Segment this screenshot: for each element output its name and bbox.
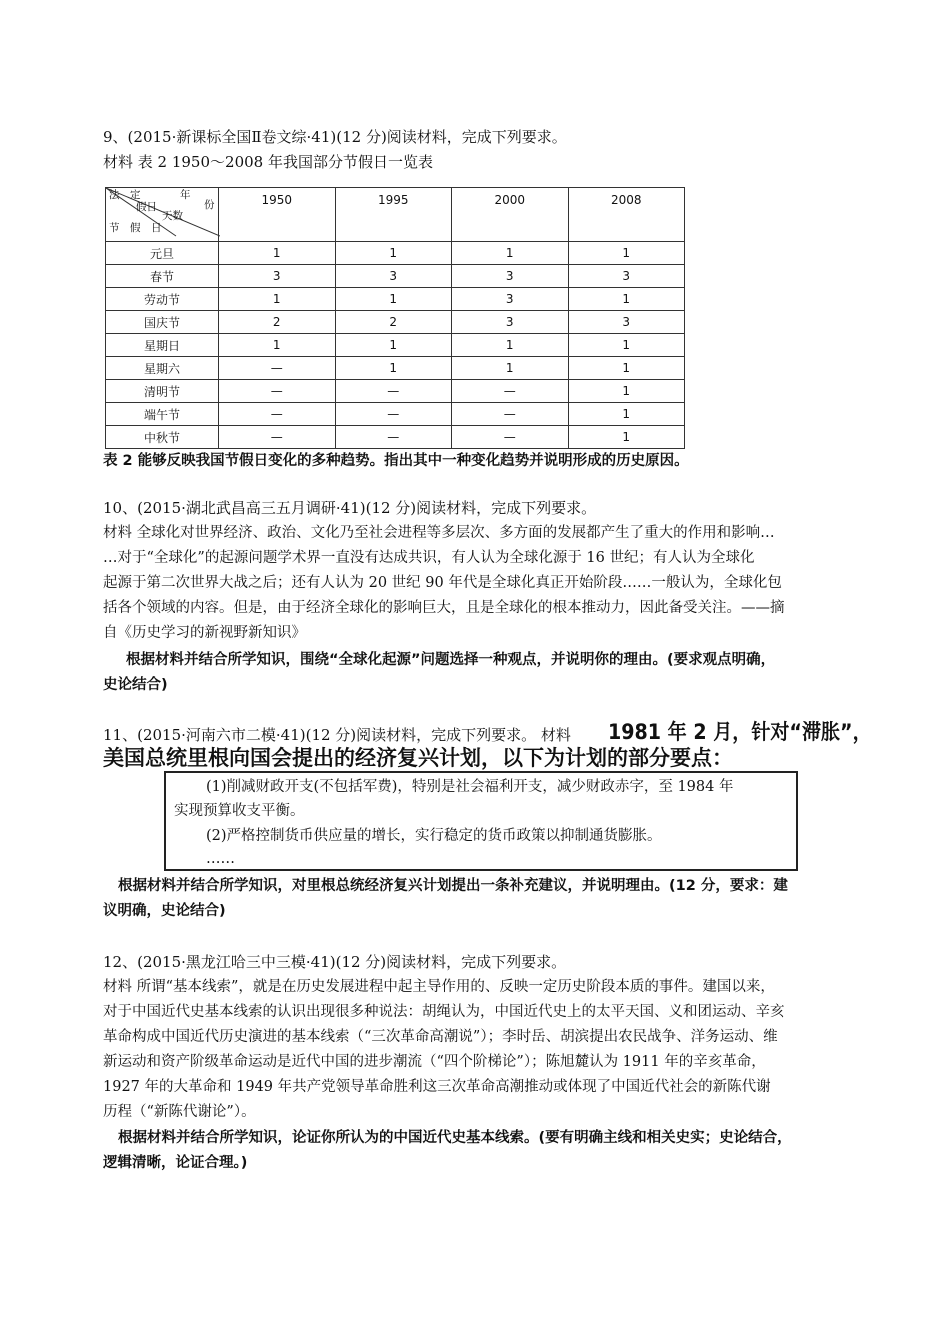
table-cell: — — [219, 357, 336, 380]
table-cell: 1 — [219, 242, 336, 265]
table-cell: 1 — [568, 242, 685, 265]
q12-requirement: 根据材料并结合所学知识，论证你所认为的中国近代史基本线索。(要有明确主线和相关史实；史论结合， — [118, 1130, 792, 1146]
table-header-row — [106, 188, 685, 242]
holiday-name: 春节 — [106, 265, 219, 288]
table-row — [106, 311, 685, 334]
q12-requirement: 逻辑清晰，论证合理。) — [103, 1155, 248, 1171]
q11-header: 11、(2015·河南六市二模·41)(12 分)阅读材料，完成下列要求。 材料 — [103, 726, 571, 744]
holiday-name: 中秋节 — [106, 426, 219, 449]
q10-material-line: …对于“全球化”的起源问题学术界一直没有达成共识，有人认为全球化源于 16 世纪；有人认为全球化 — [103, 550, 755, 566]
q12-material-line: 1927 年的大革命和 1949 年共产党领导革命胜利这三次革命高潮推动或体现了中国近代社会的新陈代谢 — [103, 1079, 771, 1095]
table-cell: 1 — [335, 288, 452, 311]
table-row — [106, 380, 685, 403]
table-cell: 3 — [568, 265, 685, 288]
holiday-name: 端午节 — [106, 403, 219, 426]
table-row — [106, 403, 685, 426]
table-cell: 1 — [219, 288, 336, 311]
table-cell: — — [335, 403, 452, 426]
table-row — [106, 426, 685, 449]
year-header: 2008 — [568, 188, 685, 242]
table-row — [106, 242, 685, 265]
holiday-name: 星期日 — [106, 334, 219, 357]
corner-label: 份 — [204, 199, 215, 211]
year-header: 1950 — [219, 188, 336, 242]
q11-requirement: 议明确，史论结合) — [103, 903, 226, 919]
table-cell: 3 — [335, 265, 452, 288]
table-row — [106, 265, 685, 288]
holiday-name: 劳动节 — [106, 288, 219, 311]
holiday-name: 元旦 — [106, 242, 219, 265]
corner-label: 年 — [180, 189, 191, 201]
year-header: 1995 — [335, 188, 452, 242]
table-cell: 1 — [568, 403, 685, 426]
table-cell: 2 — [335, 311, 452, 334]
plan-item: (1)削减财政开支(不包括军费)，特别是社会福利开支，减少财政赤字，至 1984 年 — [206, 779, 734, 795]
table-cell: 1 — [452, 242, 569, 265]
table-corner-header — [106, 188, 219, 242]
table-cell: 1 — [568, 357, 685, 380]
table-cell: — — [335, 426, 452, 449]
q12-material-line: 历程（“新陈代谢论”）。 — [103, 1104, 256, 1120]
corner-label: 假日 — [136, 201, 157, 213]
holiday-name: 星期六 — [106, 357, 219, 380]
q10-requirement: 史论结合) — [103, 677, 168, 693]
q12-header: 12、(2015·黑龙江哈三中三模·41)(12 分)阅读材料，完成下列要求。 — [103, 953, 567, 971]
table-cell: 3 — [452, 311, 569, 334]
table-row — [106, 334, 685, 357]
q12-material-line: 新运动和资产阶级革命运动是近代中国的进步潮流（“四个阶梯论”）；陈旭麓认为 1911 年的辛亥革命， — [103, 1054, 766, 1070]
table-cell: 1 — [335, 357, 452, 380]
table-cell: — — [452, 380, 569, 403]
table-cell: 1 — [568, 426, 685, 449]
q11-material-intro: 美国总统里根向国会提出的经济复兴计划，以下为计划的部分要点： — [103, 746, 733, 770]
q10-header: 10、(2015·湖北武昌高三五月调研·41)(12 分)阅读材料，完成下列要求。 — [103, 499, 597, 517]
table-cell: 2 — [219, 311, 336, 334]
q11-material-intro: 1981 年 2 月，针对“滞胀”， — [608, 720, 872, 744]
q10-material-line: 材料 全球化对世界经济、政治、文化乃至社会进程等多层次、多方面的发展都产生了重大的作用和影响… — [103, 525, 775, 541]
table-cell: 3 — [452, 288, 569, 311]
q12-material-line: 革命构成中国近代历史演进的基本线索（“三次革命高潮说”）；李时岳、胡滨提出农民战争、洋务运动、维 — [103, 1029, 778, 1045]
corner-label: 天数 — [162, 210, 183, 222]
table-cell: 1 — [568, 288, 685, 311]
table-cell: 1 — [568, 380, 685, 403]
table-cell: — — [335, 380, 452, 403]
table-cell: — — [219, 426, 336, 449]
table-cell: 1 — [452, 334, 569, 357]
table-cell: 1 — [335, 242, 452, 265]
holiday-table — [105, 187, 685, 449]
plan-item: (2)严格控制货币供应量的增长，实行稳定的货币政策以抑制通货膨胀。 — [206, 828, 662, 844]
table-row — [106, 357, 685, 380]
q10-requirement: 根据材料并结合所学知识，围绕“全球化起源”问题选择一种观点，并说明你的理由。(要求观点明确， — [126, 652, 776, 668]
corner-label: 节 假 日 — [109, 222, 162, 234]
q9-requirement: 表 2 能够反映我国节假日变化的多种趋势。指出其中一种变化趋势并说明形成的历史原因。 — [103, 453, 689, 469]
holiday-name: 国庆节 — [106, 311, 219, 334]
q9-header: 9、(2015·新课标全国Ⅱ卷文综·41)(12 分)阅读材料，完成下列要求。 — [103, 128, 567, 146]
q10-material-line: 自《历史学习的新视野新知识》 — [103, 625, 306, 641]
table-cell: — — [219, 403, 336, 426]
q9-material-caption: 材料 表 2 1950～2008 年我国部分节假日一览表 — [103, 153, 433, 171]
q12-material-line: 材料 所谓“基本线索”，就是在历史发展进程中起主导作用的、反映一定历史阶段本质的事件。建国以来， — [103, 979, 775, 995]
table-cell: 1 — [452, 357, 569, 380]
plan-item: 实现预算收支平衡。 — [174, 803, 305, 819]
table-cell: 1 — [335, 334, 452, 357]
table-cell: — — [219, 380, 336, 403]
table-cell: 3 — [219, 265, 336, 288]
holiday-name: 清明节 — [106, 380, 219, 403]
table-cell: — — [452, 426, 569, 449]
plan-item: …… — [206, 851, 235, 867]
table-cell: 3 — [568, 311, 685, 334]
q10-material-line: 括各个领域的内容。但是，由于经济全球化的影响巨大，且是全球化的根本推动力，因此备受关注。——摘 — [103, 600, 785, 616]
q12-material-line: 对于中国近代史基本线索的认识出现很多种说法：胡绳认为，中国近代史上的太平天国、义和团运动、辛亥 — [103, 1004, 785, 1020]
q10-material-line: 起源于第二次世界大战之后；还有人认为 20 世纪 90 年代是全球化真正开始阶段……一般认为，全球化包 — [103, 575, 782, 591]
plan-box — [164, 771, 798, 871]
q11-requirement: 根据材料并结合所学知识，对里根总统经济复兴计划提出一条补充建议，并说明理由。(12 分，要求：建 — [118, 878, 788, 894]
table-row — [106, 288, 685, 311]
table-cell: — — [452, 403, 569, 426]
table-cell: 1 — [568, 334, 685, 357]
table-cell: 1 — [219, 334, 336, 357]
corner-label: 法 定 — [109, 189, 141, 201]
table-cell: 3 — [452, 265, 569, 288]
year-header: 2000 — [452, 188, 569, 242]
